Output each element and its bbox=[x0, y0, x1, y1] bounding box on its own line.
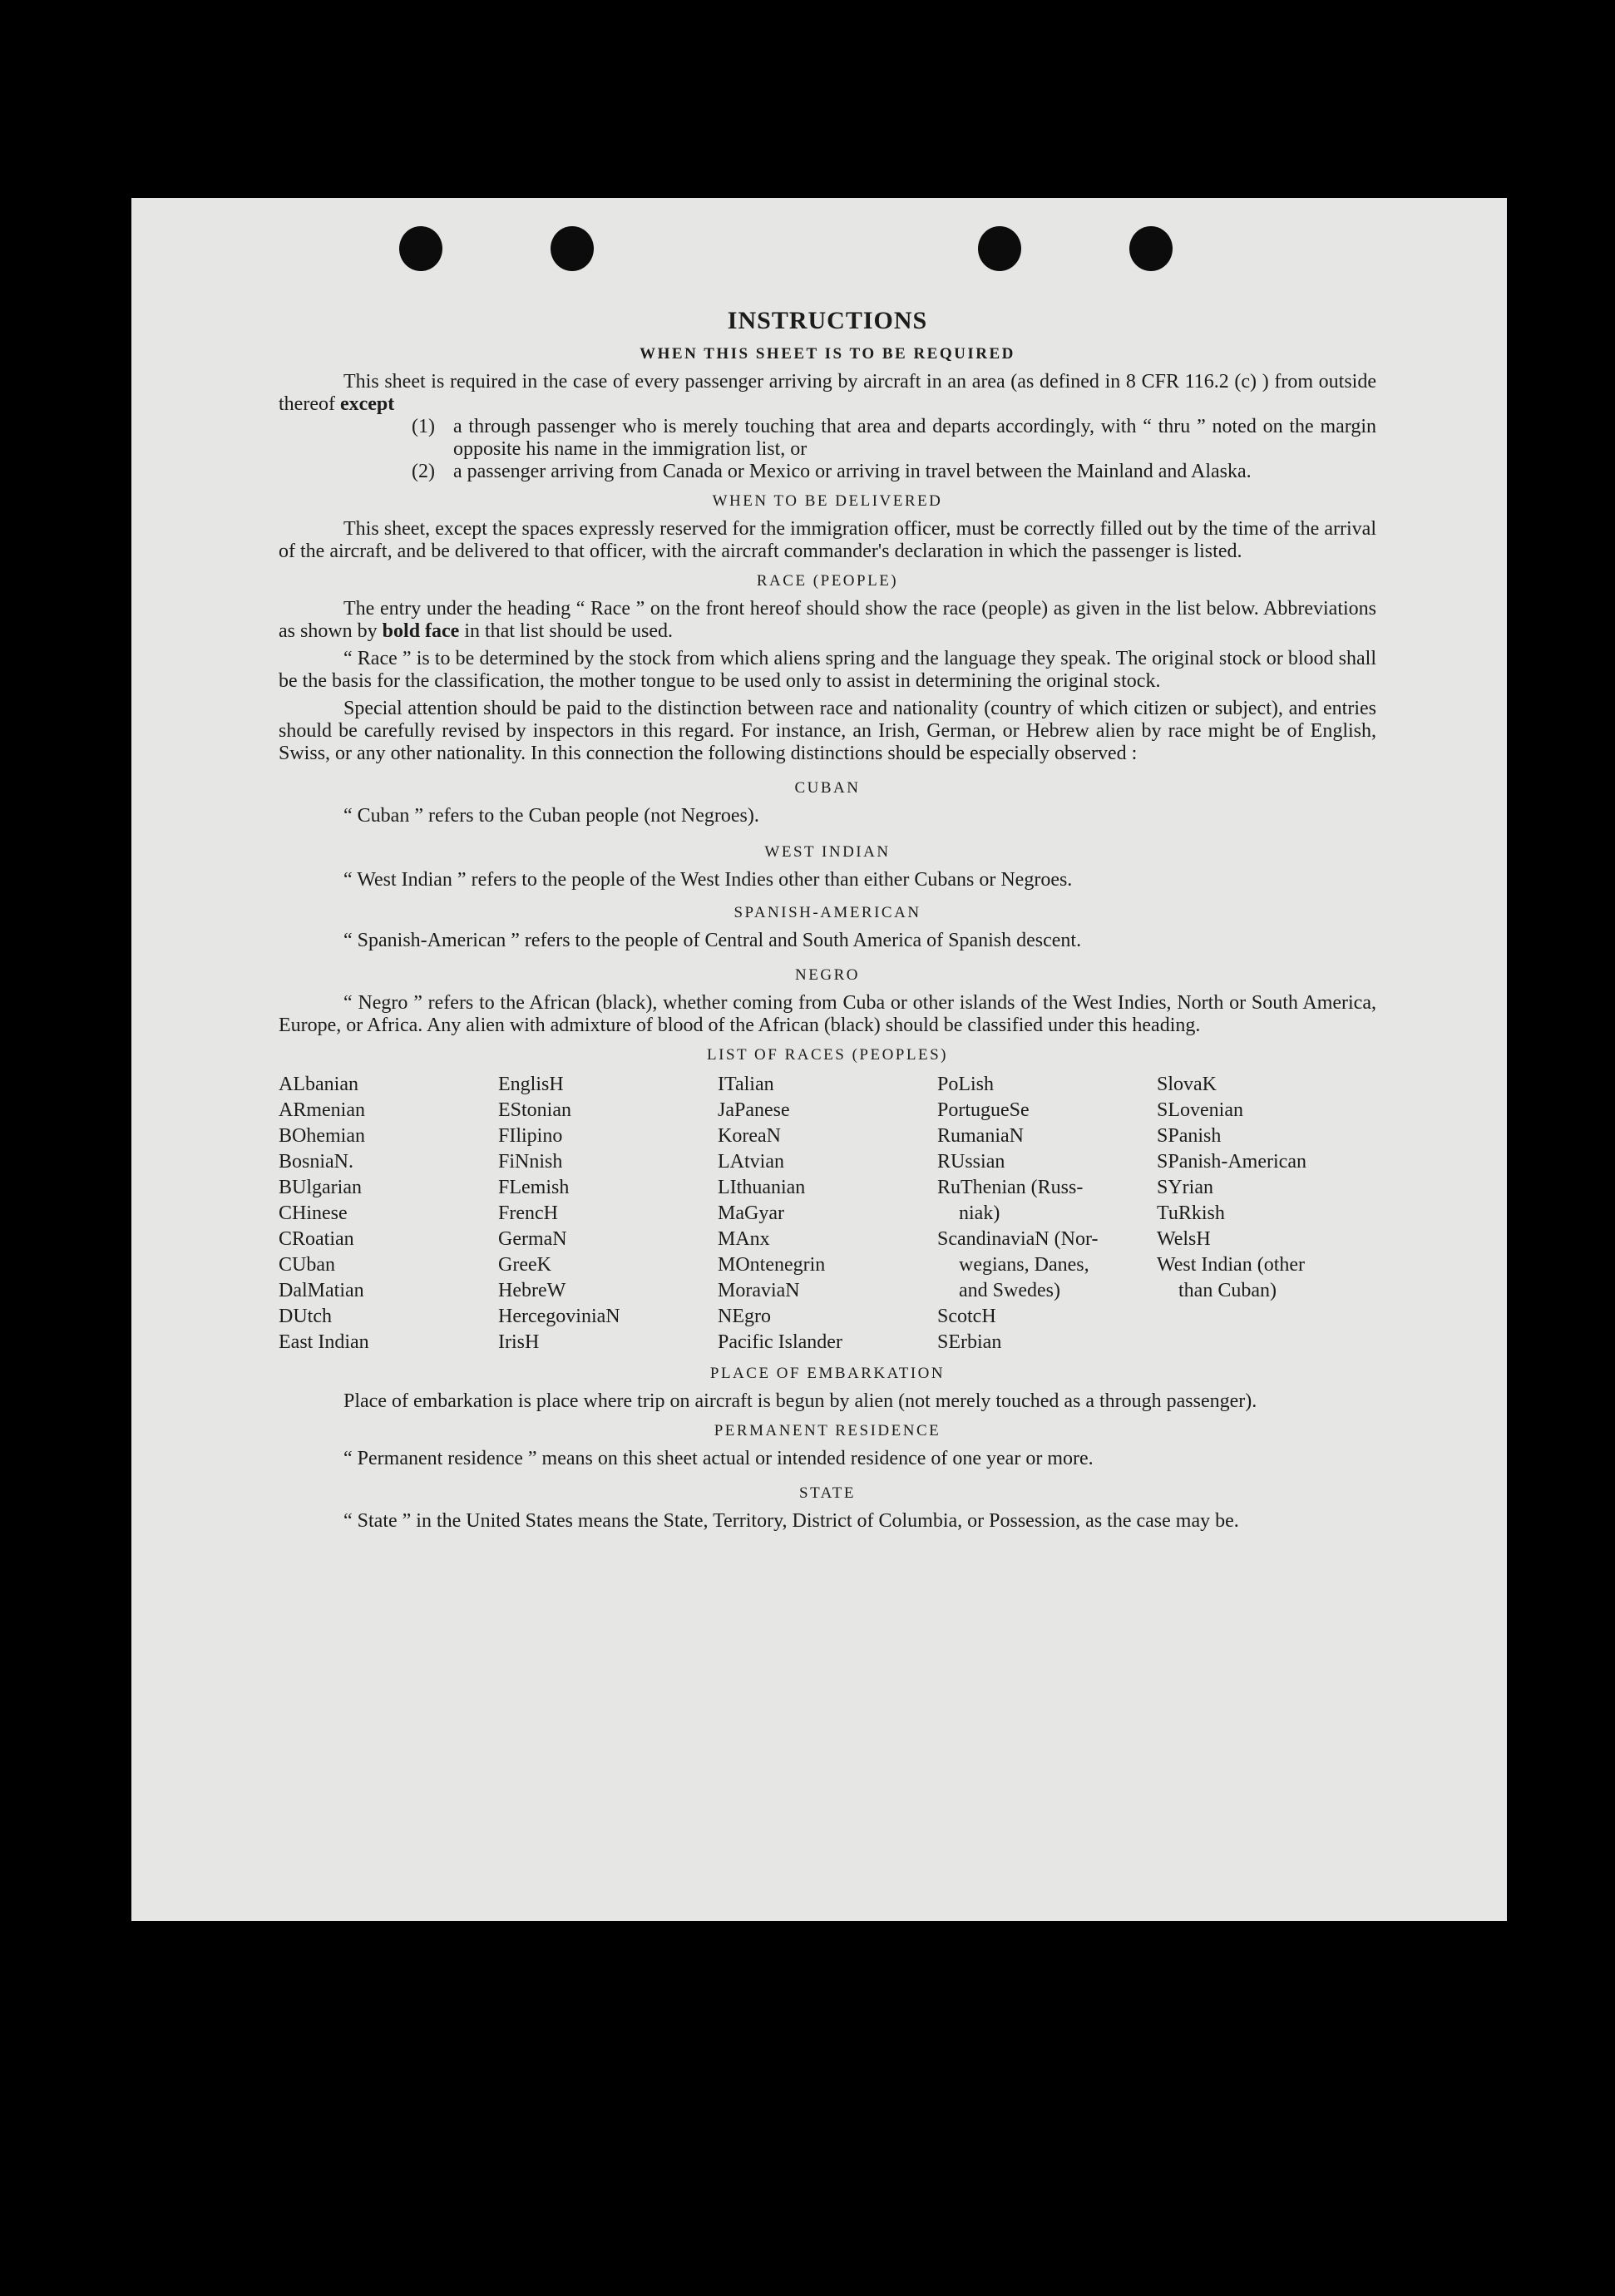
race-item-continued: wegians, Danes, bbox=[959, 1254, 1089, 1276]
punch-hole bbox=[978, 226, 1021, 271]
race-item: PortugueSe bbox=[937, 1099, 1030, 1121]
races-column-3 bbox=[718, 1072, 937, 1355]
race-item: ScotcH bbox=[937, 1306, 996, 1327]
race-item: SPanish-American bbox=[1157, 1151, 1306, 1173]
punch-hole bbox=[1129, 226, 1173, 271]
negro-text: “ Negro ” refers to the African (black), whether coming from Cuba or other islands of the West Indies, North or South America, Europe, or Africa. Any alien with admixture of blood of the African (black) should be classified under this heading. bbox=[279, 992, 1376, 1036]
race-item: EStonian bbox=[498, 1099, 571, 1121]
race-item: BUlgarian bbox=[279, 1177, 362, 1198]
race-item: FIlipino bbox=[498, 1125, 563, 1147]
race-item: DalMatian bbox=[279, 1280, 364, 1301]
race-item-continued: niak) bbox=[959, 1202, 1000, 1224]
heading-embarkation: PLACE OF EMBARKATION bbox=[709, 1365, 946, 1382]
race-item: FrencH bbox=[498, 1202, 558, 1224]
race-item: FLemish bbox=[498, 1177, 570, 1198]
race-item: SErbian bbox=[937, 1331, 1002, 1353]
spanish-american-text: “ Spanish-American ” refers to the people of Central and South America of Spanish descent. bbox=[343, 930, 1082, 951]
race-item: IrisH bbox=[498, 1331, 540, 1353]
cuban-text: “ Cuban ” refers to the Cuban people (not Negroes). bbox=[343, 805, 759, 827]
races-column-1 bbox=[279, 1072, 498, 1355]
race-paragraph-2: “ Race ” is to be determined by the stock from which aliens spring and the language they speak. The original stock or blood shall be the basis for the classification, the mother tongue to be used only to assist in determining the original stock. bbox=[279, 648, 1376, 692]
race-item: MOntenegrin bbox=[718, 1254, 826, 1276]
race-item: RuThenian (Russ- bbox=[937, 1177, 1084, 1198]
races-list bbox=[279, 1072, 1376, 1355]
race-item: GermaN bbox=[498, 1228, 567, 1250]
state-text: “ State ” in the United States means the State, Territory, District of Columbia, or Possession, as the case may be. bbox=[343, 1510, 1239, 1532]
race-item: ARmenian bbox=[279, 1099, 365, 1121]
race-item: HebreW bbox=[498, 1280, 566, 1301]
residence-text: “ Permanent residence ” means on this sheet actual or intended residence of one year or more. bbox=[343, 1448, 1094, 1469]
race-item: HercegoviniaN bbox=[498, 1306, 620, 1327]
page-title: INSTRUCTIONS bbox=[727, 307, 928, 334]
race-item: ScandinaviaN (Nor- bbox=[937, 1228, 1099, 1250]
race-item: PoLish bbox=[937, 1074, 995, 1095]
races-column-2 bbox=[498, 1072, 718, 1355]
punch-hole bbox=[551, 226, 594, 271]
race-item: ALbanian bbox=[279, 1074, 358, 1095]
race-item-continued: and Swedes) bbox=[959, 1280, 1060, 1301]
heading-race: RACE (PEOPLE) bbox=[756, 572, 899, 590]
race-item: BosniaN. bbox=[279, 1151, 353, 1173]
race-item: SLovenian bbox=[1157, 1099, 1243, 1121]
embarkation-text: Place of embarkation is place where trip on aircraft is begun by alien (not merely touched as a through passenger). bbox=[343, 1390, 1257, 1412]
race-item: TuRkish bbox=[1157, 1202, 1225, 1224]
heading-state: STATE bbox=[799, 1484, 856, 1502]
race-item: CRoatian bbox=[279, 1228, 354, 1250]
race-item: LIthuanian bbox=[718, 1177, 806, 1198]
race-item: NEgro bbox=[718, 1306, 771, 1327]
race-item: MaGyar bbox=[718, 1202, 784, 1224]
race-item: CHinese bbox=[279, 1202, 348, 1224]
race-item: RumaniaN bbox=[937, 1125, 1024, 1147]
heading-delivered: WHEN TO BE DELIVERED bbox=[712, 492, 943, 510]
race-paragraph-1: The entry under the heading “ Race ” on the front hereof should show the race (people) as given in the list below. Abbreviations as shown by bold face in that list should be used. bbox=[279, 598, 1376, 642]
heading-west-indian: WEST INDIAN bbox=[764, 843, 891, 861]
instructions-content bbox=[279, 306, 1376, 1533]
race-item: West Indian (other bbox=[1157, 1254, 1306, 1276]
race-item: EnglisH bbox=[498, 1074, 564, 1095]
race-item: SlovaK bbox=[1157, 1074, 1217, 1095]
punch-hole bbox=[399, 226, 442, 271]
exception-2: (2) a passenger arriving from Canada or Mexico or arriving in travel between the Mainland and Alaska. bbox=[412, 461, 1252, 482]
race-item: LAtvian bbox=[718, 1151, 784, 1173]
heading-spanish-american: SPANISH-AMERICAN bbox=[733, 904, 921, 921]
delivered-text: This sheet, except the spaces expressly reserved for the immigration officer, must be correctly filled out by the time of the arrival of the aircraft, and be delivered to that officer, with the aircraft commander's declaration in which the passenger is listed. bbox=[279, 518, 1376, 562]
race-item: Pacific Islander bbox=[718, 1331, 842, 1353]
west-indian-text: “ West Indian ” refers to the people of the West Indies other than either Cubans or Negroes. bbox=[343, 869, 1073, 891]
heading-cuban: CUBAN bbox=[794, 779, 861, 797]
race-item: FiNnish bbox=[498, 1151, 563, 1173]
race-item: ITalian bbox=[718, 1074, 774, 1095]
race-item: MoraviaN bbox=[718, 1280, 800, 1301]
race-item-continued: than Cuban) bbox=[1178, 1280, 1277, 1301]
heading-negro: NEGRO bbox=[795, 966, 860, 984]
race-item: WelsH bbox=[1157, 1228, 1211, 1250]
race-paragraph-3: Special attention should be paid to the distinction between race and nationality (country of which citizen or subject), and entries should be carefully revised by inspectors in this regard. For instance, an Irish, German, or Hebrew alien by race might be of English, Swiss, or any other nationality. In this connection the following distinctions should be especially observed : bbox=[279, 698, 1376, 764]
heading-required: WHEN THIS SHEET IS TO BE REQUIRED bbox=[640, 345, 1015, 363]
race-item: CUban bbox=[279, 1254, 335, 1276]
race-item: East Indian bbox=[279, 1331, 369, 1353]
heading-residence: PERMANENT RESIDENCE bbox=[714, 1422, 941, 1439]
races-column-4 bbox=[937, 1072, 1157, 1355]
race-item: KoreaN bbox=[718, 1125, 781, 1147]
race-item: JaPanese bbox=[718, 1099, 790, 1121]
race-item: BOhemian bbox=[279, 1125, 365, 1147]
race-item: SYrian bbox=[1157, 1177, 1213, 1198]
race-item: MAnx bbox=[718, 1228, 770, 1250]
heading-races-list: LIST OF RACES (PEOPLES) bbox=[707, 1046, 948, 1064]
required-intro: This sheet is required in the case of every passenger arriving by aircraft in an area (as defined in 8 CFR 116.2 (c) ) from outside thereof except bbox=[279, 371, 1376, 415]
document-sheet bbox=[131, 198, 1507, 1921]
race-item: GreeK bbox=[498, 1254, 551, 1276]
race-item: SPanish bbox=[1157, 1125, 1222, 1147]
race-item: RUssian bbox=[937, 1151, 1005, 1173]
races-column-5 bbox=[1157, 1072, 1376, 1355]
race-item: DUtch bbox=[279, 1306, 332, 1327]
exception-1: (1) a through passenger who is merely touching that area and departs accordingly, with “ thru ” noted on the margin opposite his name in the immigration list, or bbox=[412, 416, 1376, 460]
